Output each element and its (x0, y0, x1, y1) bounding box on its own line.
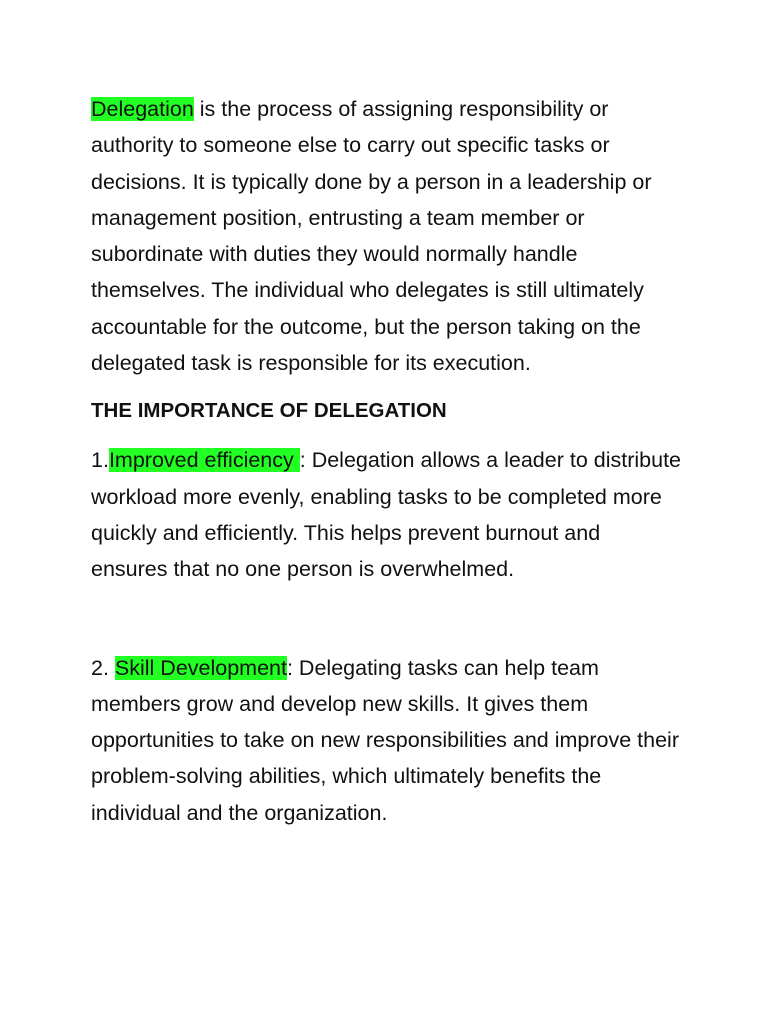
point-improved-efficiency (91, 442, 681, 587)
document-page (91, 91, 681, 831)
point-number: 2. (91, 655, 115, 680)
point-text: : Delegation allows a leader to distribute workload more evenly, enabling tasks to be completed more quickly and efficiently. This helps prevent burnout and ensures that no one person is overwhelmed. (91, 448, 681, 582)
section-heading: THE IMPORTANCE OF DELEGATION (91, 399, 447, 423)
intro-text: is the process of assigning responsibility or authority to someone else to carry out specific tasks or decisions. It is typically done by a person in a leadership or management position, entrusting a team member or subordinate with duties they would normally handle themselves. The individual who delegates is still ultimately accountable for the outcome, but the person taking on the delegated task is responsible for its execution. (91, 97, 652, 376)
point-text: : Delegating tasks can help team members grow and develop new skills. It gives them opportunities to take on new responsibilities and improve their problem-solving abilities, which ultimately benefits the individual and the organization. (91, 655, 679, 825)
point-skill-development (91, 650, 681, 831)
highlighted-term-skill-development: Skill Development (114, 655, 287, 680)
highlighted-term-improved-efficiency: Improved efficiency (108, 448, 300, 473)
intro-paragraph (91, 91, 681, 381)
highlighted-term-delegation: Delegation (91, 97, 194, 121)
point-number: 1. (91, 448, 109, 473)
